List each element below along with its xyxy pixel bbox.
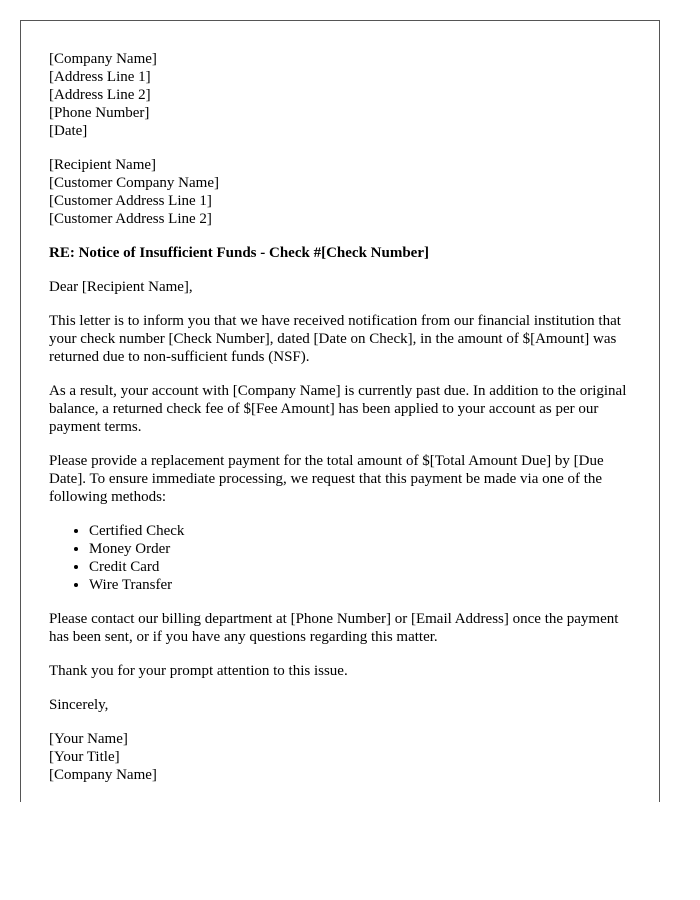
sign-off: Sincerely,: [49, 697, 109, 713]
sender-address-block: [49, 50, 631, 140]
salutation: Dear [Recipient Name],: [49, 279, 193, 295]
sender-address-line-2: [Address Line 2]: [49, 87, 151, 103]
list-item: • Money Order: [89, 540, 631, 558]
signature-name: [Your Name]: [49, 731, 128, 747]
signature-title: [Your Title]: [49, 749, 120, 765]
recipient-address-line-1: [Customer Address Line 1]: [49, 193, 212, 209]
body-paragraph: As a result, your account with [Company Name] is currently past due. In addition to the original balance, a returned check fee of $[Fee Amount] has been applied to your account as per our payment terms.: [49, 383, 627, 435]
subject-line: RE: Notice of Insufficient Funds - Check #[Check Number]: [49, 245, 429, 261]
recipient-address-block: [49, 156, 631, 228]
letter-page: [20, 20, 660, 802]
letter-date: [Date]: [49, 123, 88, 139]
signature-block: [49, 730, 631, 784]
recipient-company-name: [Customer Company Name]: [49, 175, 219, 191]
signature-company: [Company Name]: [49, 767, 157, 783]
payment-methods-list: [49, 522, 631, 594]
list-item: • Certified Check: [89, 522, 631, 540]
recipient-address-line-2: [Customer Address Line 2]: [49, 211, 212, 227]
sender-company-name: [Company Name]: [49, 51, 157, 67]
list-item: • Wire Transfer: [89, 576, 631, 594]
body-paragraph: Please provide a replacement payment for the total amount of $[Total Amount Due] by [Due Date]. To ensure immediate processing, we request that this payment be made via one of the following methods:: [49, 453, 604, 505]
body-paragraph: This letter is to inform you that we have received notification from our financial institution that your check number [Check Number], dated [Date on Check], in the amount of $[Amount] was returned due to non-sufficient funds (NSF).: [49, 313, 621, 365]
body-paragraph: Please contact our billing department at [Phone Number] or [Email Address] once the payment has been sent, or if you have any questions regarding this matter.: [49, 611, 619, 645]
sender-phone: [Phone Number]: [49, 105, 150, 121]
sender-address-line-1: [Address Line 1]: [49, 69, 151, 85]
recipient-name: [Recipient Name]: [49, 157, 157, 173]
list-item: • Credit Card: [89, 558, 631, 576]
body-paragraph: Thank you for your prompt attention to this issue.: [49, 663, 348, 679]
